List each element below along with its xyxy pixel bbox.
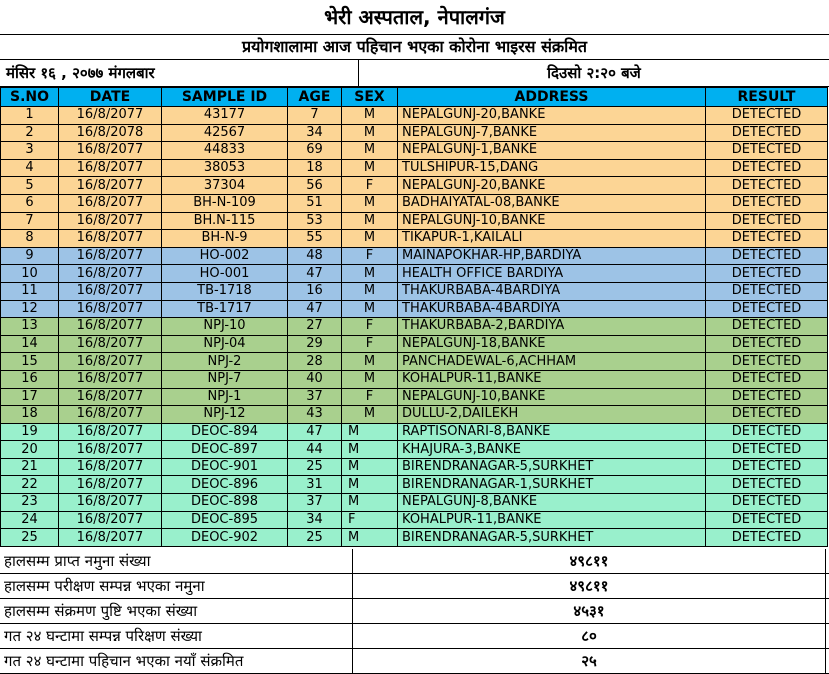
summary-section [0, 549, 829, 674]
table-row [1, 494, 828, 512]
cell-result: DETECTED [706, 511, 828, 529]
cell-result: DETECTED [706, 335, 828, 353]
cell-sample-id: NPJ-1 [162, 388, 288, 406]
cell-sample-id: BH.N-115 [162, 212, 288, 230]
table-row [1, 107, 828, 125]
table-header-row [1, 88, 828, 107]
cell-age: 43 [288, 406, 342, 424]
cell-result: DETECTED [706, 159, 828, 177]
col-header-address: ADDRESS [398, 88, 706, 107]
cell-age: 47 [288, 265, 342, 283]
cell-date: 16/8/2078 [59, 124, 162, 142]
cell-date: 16/8/2077 [59, 142, 162, 160]
table-row [1, 529, 828, 547]
table-row [1, 124, 828, 142]
cell-sno: 15 [1, 353, 59, 371]
cell-date: 16/8/2077 [59, 212, 162, 230]
table-row [1, 159, 828, 177]
cell-sample-id: DEOC-901 [162, 458, 288, 476]
cell-address: RAPTISONARI-8,BANKE [398, 423, 706, 441]
cell-sample-id: BH-N-109 [162, 194, 288, 212]
table-row [1, 230, 828, 248]
cell-result: DETECTED [706, 441, 828, 459]
report-date: मंसिर १६ , २०७७ मंगलबार [0, 60, 359, 86]
cell-result: DETECTED [706, 370, 828, 388]
cell-sno: 6 [1, 194, 59, 212]
cell-age: 48 [288, 247, 342, 265]
cell-age: 29 [288, 335, 342, 353]
cell-age: 40 [288, 370, 342, 388]
cell-date: 16/8/2077 [59, 247, 162, 265]
cell-sno: 1 [1, 107, 59, 125]
cell-sex: M [342, 107, 398, 125]
cell-address: PANCHADEWAL-6,ACHHAM [398, 353, 706, 371]
summary-value: ४५३१ [353, 599, 826, 623]
cell-address: KOHALPUR-11,BANKE [398, 511, 706, 529]
cell-date: 16/8/2077 [59, 441, 162, 459]
cell-sno: 25 [1, 529, 59, 547]
cell-date: 16/8/2077 [59, 318, 162, 336]
cell-sex: M [342, 212, 398, 230]
cell-address: TIKAPUR-1,KAILALI [398, 230, 706, 248]
cell-sno: 17 [1, 388, 59, 406]
cell-sample-id: DEOC-902 [162, 529, 288, 547]
cell-address: TULSHIPUR-15,DANG [398, 159, 706, 177]
cell-sex: M [342, 423, 398, 441]
cell-sno: 3 [1, 142, 59, 160]
cell-sex: M [342, 265, 398, 283]
cell-address: NEPALGUNJ-20,BANKE [398, 107, 706, 125]
cell-date: 16/8/2077 [59, 107, 162, 125]
cell-age: 47 [288, 423, 342, 441]
table-row [1, 194, 828, 212]
cell-sample-id: BH-N-9 [162, 230, 288, 248]
cell-sex: M [342, 406, 398, 424]
table-row [1, 265, 828, 283]
table-row [1, 406, 828, 424]
hospital-title: भेरी अस्पताल, नेपालगंज [324, 5, 505, 29]
cell-sample-id: NPJ-04 [162, 335, 288, 353]
cell-sample-id: HO-001 [162, 265, 288, 283]
table-row [1, 177, 828, 195]
cell-sex: F [342, 318, 398, 336]
summary-label: हालसम्म प्राप्त नमुना संख्या [0, 549, 353, 573]
cell-sno: 19 [1, 423, 59, 441]
cell-date: 16/8/2077 [59, 194, 162, 212]
cases-table [0, 87, 828, 547]
summary-value: २५ [353, 649, 826, 673]
cell-sex: M [342, 458, 398, 476]
cell-age: 25 [288, 529, 342, 547]
cell-age: 25 [288, 458, 342, 476]
cell-result: DETECTED [706, 107, 828, 125]
cell-sample-id: DEOC-897 [162, 441, 288, 459]
col-header-result: RESULT [706, 88, 828, 107]
table-row [1, 370, 828, 388]
cell-age: 28 [288, 353, 342, 371]
table-row [1, 282, 828, 300]
cell-sno: 5 [1, 177, 59, 195]
cell-sex: M [342, 494, 398, 512]
cell-date: 16/8/2077 [59, 370, 162, 388]
cell-date: 16/8/2077 [59, 423, 162, 441]
cell-sno: 9 [1, 247, 59, 265]
cell-result: DETECTED [706, 177, 828, 195]
cell-sample-id: 42567 [162, 124, 288, 142]
cell-sex: M [342, 370, 398, 388]
cell-sample-id: TB-1717 [162, 300, 288, 318]
cell-result: DETECTED [706, 300, 828, 318]
cell-sex: M [342, 124, 398, 142]
cell-address: NEPALGUNJ-8,BANKE [398, 494, 706, 512]
cell-date: 16/8/2077 [59, 300, 162, 318]
cell-date: 16/8/2077 [59, 406, 162, 424]
table-row [1, 318, 828, 336]
col-header-sex: SEX [342, 88, 398, 107]
cell-sno: 10 [1, 265, 59, 283]
cell-sex: M [342, 476, 398, 494]
cell-date: 16/8/2077 [59, 282, 162, 300]
cell-date: 16/8/2077 [59, 265, 162, 283]
cell-sex: M [342, 441, 398, 459]
cell-sample-id: 37304 [162, 177, 288, 195]
cell-sample-id: TB-1718 [162, 282, 288, 300]
col-header-date: DATE [59, 88, 162, 107]
cell-date: 16/8/2077 [59, 353, 162, 371]
cell-age: 18 [288, 159, 342, 177]
cell-result: DETECTED [706, 494, 828, 512]
cell-address: NEPALGUNJ-7,BANKE [398, 124, 706, 142]
cell-address: BIRENDRANAGAR-5,SURKHET [398, 529, 706, 547]
cell-sample-id: NPJ-12 [162, 406, 288, 424]
cell-sample-id: NPJ-7 [162, 370, 288, 388]
cell-address: MAINAPOKHAR-HP,BARDIYA [398, 247, 706, 265]
table-row [1, 300, 828, 318]
cell-age: 31 [288, 476, 342, 494]
cell-age: 16 [288, 282, 342, 300]
cell-address: NEPALGUNJ-10,BANKE [398, 388, 706, 406]
cell-sample-id: DEOC-898 [162, 494, 288, 512]
cell-age: 53 [288, 212, 342, 230]
summary-value: ४९८११ [353, 549, 826, 573]
cell-sample-id: NPJ-10 [162, 318, 288, 336]
cell-address: NEPALGUNJ-20,BANKE [398, 177, 706, 195]
table-row [1, 353, 828, 371]
cell-age: 47 [288, 300, 342, 318]
cell-address: KOHALPUR-11,BANKE [398, 370, 706, 388]
table-row [1, 423, 828, 441]
cell-result: DETECTED [706, 142, 828, 160]
cell-sex: M [342, 142, 398, 160]
cell-result: DETECTED [706, 353, 828, 371]
cell-result: DETECTED [706, 282, 828, 300]
summary-row [0, 649, 829, 674]
cell-date: 16/8/2077 [59, 458, 162, 476]
cell-age: 34 [288, 511, 342, 529]
cell-result: DETECTED [706, 265, 828, 283]
cell-age: 51 [288, 194, 342, 212]
table-row [1, 247, 828, 265]
cell-sex: F [342, 177, 398, 195]
cell-date: 16/8/2077 [59, 177, 162, 195]
cell-sno: 18 [1, 406, 59, 424]
table-row [1, 142, 828, 160]
col-header-sno: S.NO [1, 88, 59, 107]
cell-result: DETECTED [706, 529, 828, 547]
cell-result: DETECTED [706, 406, 828, 424]
cell-sno: 12 [1, 300, 59, 318]
table-row [1, 388, 828, 406]
summary-value: ४९८११ [353, 574, 826, 598]
report-time: दिउसो २:२० बजे [547, 64, 641, 82]
summary-row [0, 624, 829, 649]
summary-row [0, 549, 829, 574]
table-row [1, 441, 828, 459]
col-header-sample-id: SAMPLE ID [162, 88, 288, 107]
cell-result: DETECTED [706, 230, 828, 248]
cell-sample-id: NPJ-2 [162, 353, 288, 371]
cell-sample-id: 43177 [162, 107, 288, 125]
cell-age: 44 [288, 441, 342, 459]
cell-age: 7 [288, 107, 342, 125]
cell-result: DETECTED [706, 458, 828, 476]
summary-row [0, 599, 829, 624]
cell-address: DULLU-2,DAILEKH [398, 406, 706, 424]
cell-date: 16/8/2077 [59, 476, 162, 494]
summary-label: गत २४ घन्टामा पहिचान भएका नयाँ संक्रमित [0, 649, 353, 673]
cell-sample-id: DEOC-896 [162, 476, 288, 494]
cell-sno: 16 [1, 370, 59, 388]
cell-sample-id: 38053 [162, 159, 288, 177]
cell-result: DETECTED [706, 318, 828, 336]
cell-age: 69 [288, 142, 342, 160]
table-row [1, 476, 828, 494]
cell-address: BIRENDRANAGAR-5,SURKHET [398, 458, 706, 476]
summary-label: गत २४ घन्टामा सम्पन्न परिक्षण संख्या [0, 624, 353, 648]
cell-sex: F [342, 511, 398, 529]
cell-result: DETECTED [706, 388, 828, 406]
cell-age: 27 [288, 318, 342, 336]
cell-sno: 11 [1, 282, 59, 300]
table-row [1, 212, 828, 230]
cell-result: DETECTED [706, 194, 828, 212]
table-row [1, 458, 828, 476]
cell-sex: M [342, 159, 398, 177]
summary-value: ८० [353, 624, 826, 648]
cases-table-body [1, 107, 828, 547]
cell-sample-id: HO-002 [162, 247, 288, 265]
report-subtitle: प्रयोगशालामा आज पहिचान भएका कोरोना भाइरस संक्रमित [0, 34, 829, 60]
cell-sno: 22 [1, 476, 59, 494]
cell-sex: M [342, 529, 398, 547]
cell-sex: F [342, 335, 398, 353]
cell-address: HEALTH OFFICE BARDIYA [398, 265, 706, 283]
cell-sno: 21 [1, 458, 59, 476]
cell-age: 37 [288, 494, 342, 512]
cell-sample-id: 44833 [162, 142, 288, 160]
cell-result: DETECTED [706, 247, 828, 265]
cell-sex: M [342, 282, 398, 300]
cell-sno: 14 [1, 335, 59, 353]
cell-age: 55 [288, 230, 342, 248]
table-row [1, 335, 828, 353]
cell-sex: M [342, 300, 398, 318]
cell-sno: 23 [1, 494, 59, 512]
cell-age: 37 [288, 388, 342, 406]
table-row [1, 511, 828, 529]
cell-result: DETECTED [706, 476, 828, 494]
summary-label: हालसम्म संक्रमण पुष्टि भएका संख्या [0, 599, 353, 623]
cell-sno: 8 [1, 230, 59, 248]
cell-address: THAKURBABA-4BARDIYA [398, 282, 706, 300]
cell-age: 56 [288, 177, 342, 195]
cell-sex: F [342, 388, 398, 406]
cell-address: BIRENDRANAGAR-1,SURKHET [398, 476, 706, 494]
cell-sno: 4 [1, 159, 59, 177]
cell-sex: M [342, 353, 398, 371]
cell-sno: 2 [1, 124, 59, 142]
cell-address: NEPALGUNJ-18,BANKE [398, 335, 706, 353]
cell-date: 16/8/2077 [59, 494, 162, 512]
cell-date: 16/8/2077 [59, 388, 162, 406]
cell-address: THAKURBABA-4BARDIYA [398, 300, 706, 318]
cell-sno: 13 [1, 318, 59, 336]
cell-address: NEPALGUNJ-1,BANKE [398, 142, 706, 160]
cell-date: 16/8/2077 [59, 230, 162, 248]
cell-age: 34 [288, 124, 342, 142]
cell-sex: F [342, 247, 398, 265]
summary-label: हालसम्म परीक्षण सम्पन्न भएका नमुना [0, 574, 353, 598]
cell-address: NEPALGUNJ-10,BANKE [398, 212, 706, 230]
cell-result: DETECTED [706, 212, 828, 230]
cell-date: 16/8/2077 [59, 159, 162, 177]
date-time-row [0, 60, 829, 87]
cell-result: DETECTED [706, 124, 828, 142]
cell-address: KHAJURA-3,BANKE [398, 441, 706, 459]
cell-address: BADHAIYATAL-08,BANKE [398, 194, 706, 212]
cell-sample-id: DEOC-895 [162, 511, 288, 529]
cell-sample-id: DEOC-894 [162, 423, 288, 441]
cell-address: THAKURBABA-2,BARDIYA [398, 318, 706, 336]
cell-date: 16/8/2077 [59, 529, 162, 547]
cell-sno: 20 [1, 441, 59, 459]
cell-result: DETECTED [706, 423, 828, 441]
col-header-age: AGE [288, 88, 342, 107]
cell-sex: M [342, 194, 398, 212]
cell-sex: M [342, 230, 398, 248]
cell-date: 16/8/2077 [59, 511, 162, 529]
cell-date: 16/8/2077 [59, 335, 162, 353]
cell-sno: 7 [1, 212, 59, 230]
cell-sno: 24 [1, 511, 59, 529]
summary-row [0, 574, 829, 599]
